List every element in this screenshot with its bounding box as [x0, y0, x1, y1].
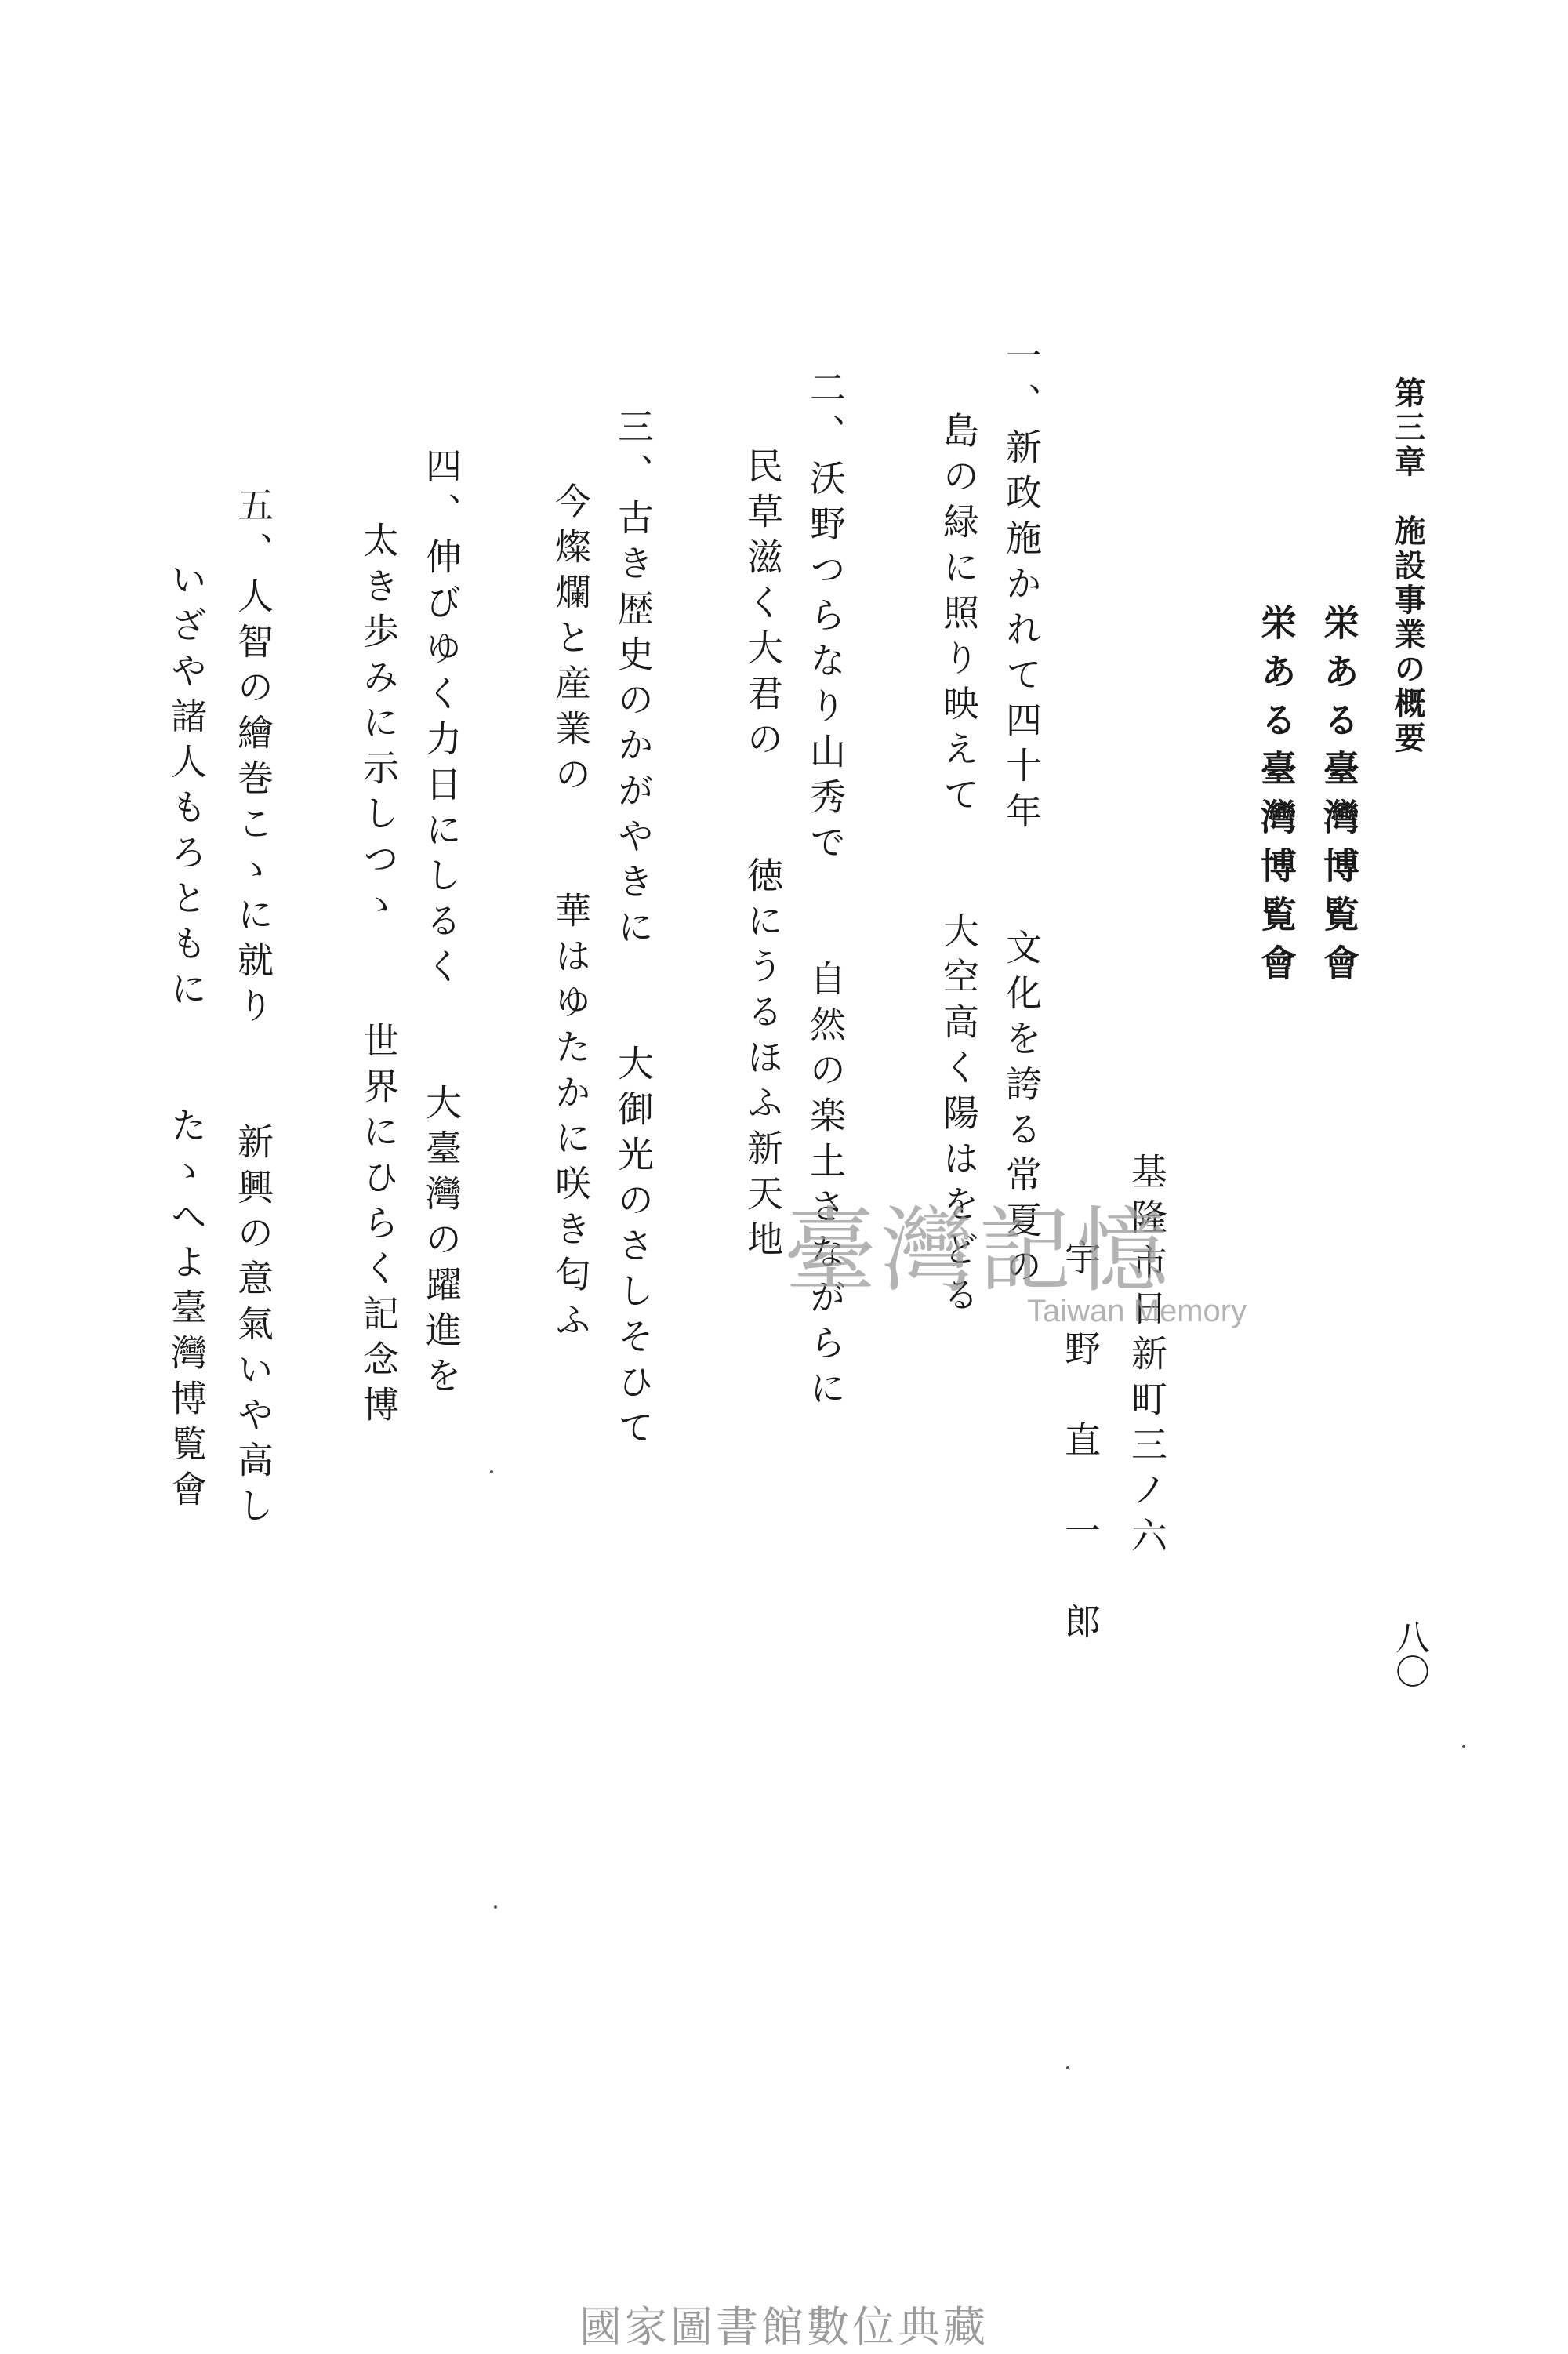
- watermark-logo: [784, 1176, 1286, 1372]
- verse-2-line-1: 二、沃野つらなり山秀で 自然の楽土さながらに: [804, 369, 847, 1415]
- footer-archive-label: 國家圖書館數位典藏: [579, 2302, 989, 2352]
- song-title-line2: 栄ある臺灣博覧會: [1255, 604, 1298, 993]
- verse-1-line-1: 一、新政施かれて四十年 文化を誇る常夏の: [1000, 337, 1043, 1292]
- verse-1-line-2: 島の緑に照り映えて 大空高く陽はをどる: [938, 412, 980, 1321]
- page-number: 八〇: [1389, 1619, 1429, 1688]
- author-name: 宇 野 直 一 郎: [1059, 1239, 1102, 1648]
- verse-5-line-1: 五、人智の繪巻こゝに就り 新興の意氣いや高し: [232, 486, 274, 1532]
- scan-speck: [1066, 2066, 1069, 2069]
- chapter-title: 第三章 施設事業の概要: [1389, 376, 1426, 756]
- watermark-latin: Taiwan Memory: [1027, 1294, 1247, 1328]
- scan-speck: [494, 1905, 497, 1909]
- verse-4-line-1: 四、伸びゆく力日にしるく 大臺灣の躍進を: [420, 447, 463, 1402]
- verse-3-line-1: 三、古き歴史のかがやきに 大御光のさしそひて: [612, 408, 655, 1454]
- verse-3-line-2: 今燦爛と産業の 華はゆたかに咲き匂ふ: [550, 482, 592, 1346]
- scan-speck: [490, 1470, 493, 1473]
- scan-speck: [1462, 1745, 1465, 1748]
- verse-2-line-2: 民草滋く大君の 徳にうるほふ新天地: [742, 447, 784, 1266]
- verse-5-line-2: いざや諸人もろともに たゝへよ臺灣博覧會: [165, 561, 208, 1516]
- verse-4-line-2: 太き歩みに示しつゝ 世界にひらく記念博: [358, 521, 400, 1431]
- watermark-text: 臺灣記憶: [784, 1197, 1174, 1305]
- song-title-line1: 栄ある臺灣博覧會: [1318, 604, 1360, 993]
- author-address: 基隆市日新町三ノ六: [1126, 1153, 1168, 1562]
